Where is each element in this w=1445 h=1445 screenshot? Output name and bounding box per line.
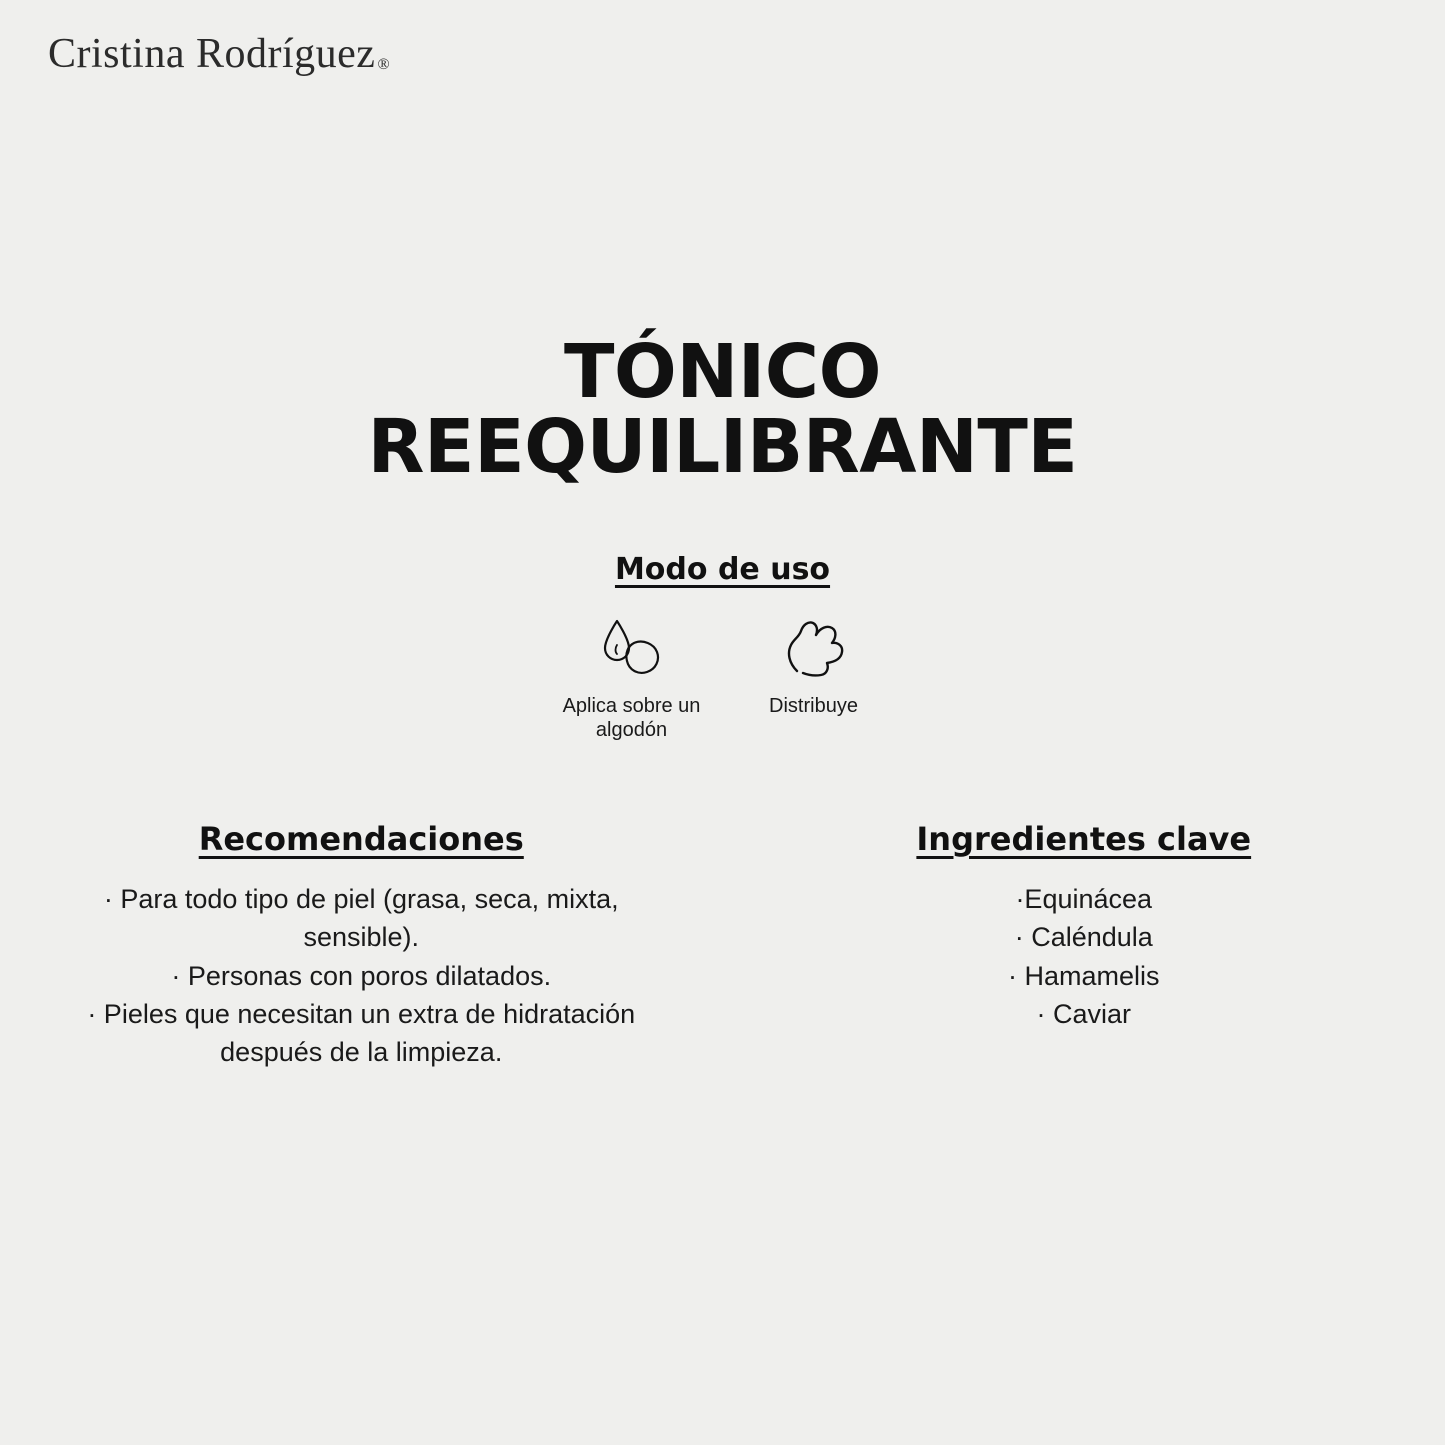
ingredients-list xyxy=(783,880,1386,1033)
ingredients-heading: Ingredientes clave xyxy=(916,820,1252,858)
brand-name: Cristina Rodríguez xyxy=(48,31,376,77)
recommendations-list xyxy=(60,880,663,1072)
recommendations-heading: Recomendaciones xyxy=(198,820,524,858)
usage-steps xyxy=(0,613,1445,742)
ingredients-column xyxy=(723,820,1445,1072)
recommendations-column xyxy=(0,820,723,1072)
brand-wordmark xyxy=(48,30,390,78)
info-columns xyxy=(0,820,1445,1072)
list-item: · Pieles que necesitan un extra de hidratación después de la limpieza. xyxy=(87,998,636,1068)
usage-step-2-label: Distribuye xyxy=(769,695,858,717)
registered-mark: ® xyxy=(377,56,391,73)
list-item: · Para todo tipo de piel (grasa, seca, mixta, sensible). xyxy=(103,884,619,953)
product-title xyxy=(0,329,1445,491)
usage-section xyxy=(0,552,1445,742)
list-item: · Hamamelis xyxy=(1007,960,1160,991)
usage-heading: Modo de uso xyxy=(614,552,831,587)
list-item: · Personas con poros dilatados. xyxy=(171,960,552,991)
list-item: · Caléndula xyxy=(1014,922,1153,953)
usage-step-2 xyxy=(744,613,884,719)
droplet-cotton-icon xyxy=(593,613,671,683)
list-item: ·Equinácea xyxy=(1015,884,1153,914)
product-title-line-1: TÓNICO xyxy=(563,329,882,415)
list-item: · Caviar xyxy=(1036,998,1131,1029)
usage-step-1 xyxy=(562,613,702,742)
hand-spread-icon xyxy=(777,613,851,683)
product-title-line-2: REEQUILIBRANTE xyxy=(367,404,1078,491)
usage-step-1-label: Aplica sobre un algodón xyxy=(562,695,701,741)
